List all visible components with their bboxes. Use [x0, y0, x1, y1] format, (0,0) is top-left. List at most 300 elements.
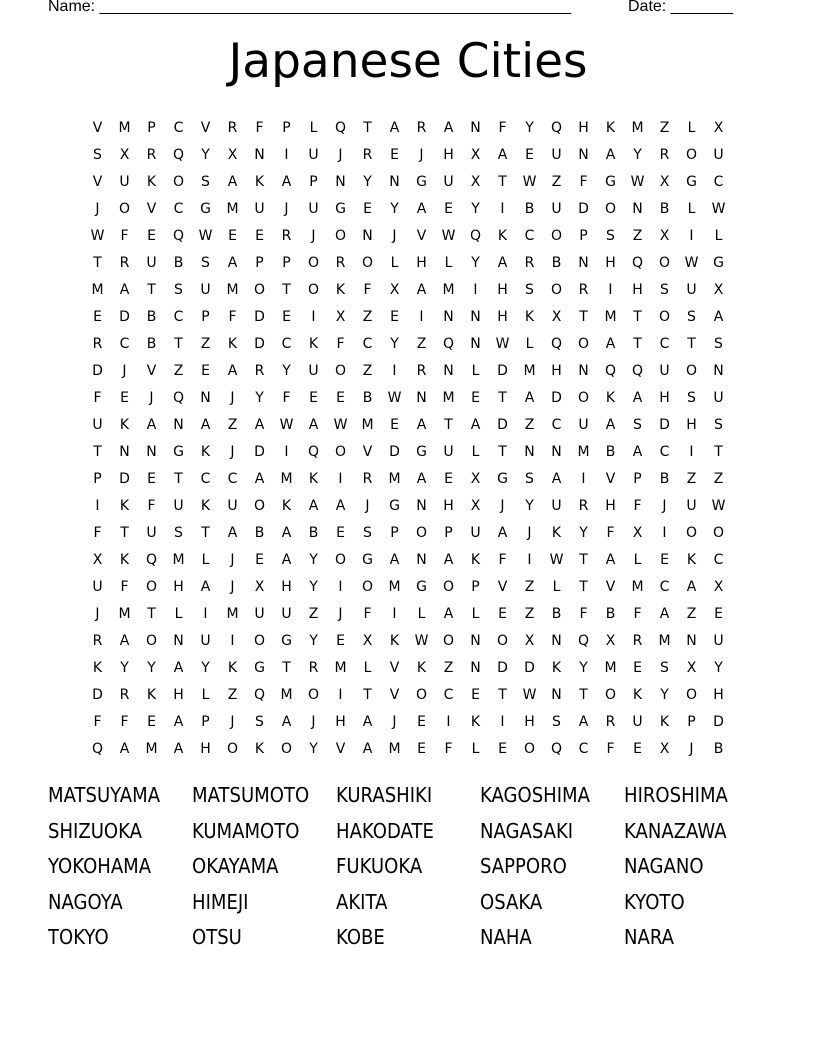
grid-letter[interactable]: R [119, 686, 130, 703]
grid-letter[interactable]: Y [309, 632, 318, 649]
grid-letter[interactable]: J [95, 605, 100, 622]
grid-letter[interactable]: A [254, 470, 265, 487]
grid-letter[interactable]: Q [334, 119, 347, 136]
grid-letter[interactable]: E [309, 389, 318, 406]
grid-letter[interactable]: Z [227, 416, 238, 433]
grid-letter[interactable]: U [551, 497, 562, 514]
grid-letter[interactable]: N [119, 443, 130, 460]
grid-letter[interactable]: T [201, 524, 210, 541]
grid-letter[interactable]: H [200, 740, 211, 757]
grid-letter[interactable]: C [659, 578, 670, 595]
grid-letter[interactable]: K [119, 497, 130, 514]
grid-letter[interactable]: O [685, 524, 698, 541]
grid-letter[interactable]: W [549, 551, 564, 568]
grid-letter[interactable]: C [173, 200, 184, 217]
grid-letter[interactable]: G [686, 173, 697, 190]
grid-letter[interactable]: N [470, 308, 481, 325]
grid-letter[interactable]: P [201, 713, 210, 730]
grid-letter[interactable]: J [311, 227, 316, 244]
grid-letter[interactable]: N [173, 632, 184, 649]
grid-letter[interactable]: E [633, 740, 642, 757]
grid-letter[interactable]: U [578, 416, 589, 433]
grid-letter[interactable]: N [713, 362, 724, 379]
grid-letter[interactable]: S [633, 416, 642, 433]
grid-letter[interactable]: J [284, 200, 289, 217]
grid-letter[interactable]: Y [147, 659, 156, 676]
grid-letter[interactable]: O [253, 497, 266, 514]
grid-letter[interactable]: V [416, 227, 427, 244]
grid-letter[interactable]: Y [579, 524, 588, 541]
grid-letter[interactable]: O [685, 686, 698, 703]
grid-letter[interactable]: Y [390, 200, 399, 217]
grid-letter[interactable]: Y [201, 659, 210, 676]
grid-letter[interactable]: K [659, 713, 670, 730]
grid-letter[interactable]: P [147, 119, 156, 136]
grid-letter[interactable]: A [119, 740, 130, 757]
grid-letter[interactable]: A [389, 551, 400, 568]
grid-letter[interactable]: J [230, 443, 235, 460]
grid-letter[interactable]: L [390, 254, 399, 271]
grid-letter[interactable]: Z [659, 119, 670, 136]
grid-letter[interactable]: J [230, 578, 235, 595]
grid-letter[interactable]: X [362, 632, 373, 649]
grid-letter[interactable]: E [633, 659, 642, 676]
grid-letter[interactable]: S [714, 335, 723, 352]
grid-letter[interactable]: R [227, 119, 238, 136]
grid-letter[interactable]: F [498, 119, 507, 136]
grid-letter[interactable]: S [525, 281, 534, 298]
grid-letter[interactable]: A [551, 470, 562, 487]
grid-letter[interactable]: X [119, 146, 130, 163]
grid-letter[interactable]: V [92, 119, 103, 136]
grid-letter[interactable]: G [497, 470, 508, 487]
grid-letter[interactable]: Y [309, 551, 318, 568]
grid-letter[interactable]: X [713, 578, 724, 595]
grid-letter[interactable]: B [146, 308, 157, 325]
grid-letter[interactable]: F [633, 497, 642, 514]
grid-letter[interactable]: E [417, 740, 426, 757]
grid-letter[interactable]: O [658, 254, 671, 271]
grid-letter[interactable]: A [308, 497, 319, 514]
grid-letter[interactable]: J [500, 497, 505, 514]
grid-letter[interactable]: D [497, 416, 508, 433]
grid-letter[interactable]: O [226, 740, 239, 757]
grid-letter[interactable]: G [389, 497, 400, 514]
grid-letter[interactable]: O [307, 254, 320, 271]
grid-letter[interactable]: Z [632, 227, 643, 244]
grid-letter[interactable]: Z [227, 686, 238, 703]
grid-letter[interactable]: A [119, 632, 130, 649]
grid-letter[interactable]: S [660, 659, 669, 676]
grid-letter[interactable]: U [686, 497, 697, 514]
grid-letter[interactable]: H [632, 281, 643, 298]
grid-letter[interactable]: I [284, 443, 289, 460]
grid-letter[interactable]: Z [443, 659, 454, 676]
grid-letter[interactable]: O [172, 173, 185, 190]
grid-letter[interactable]: N [578, 254, 589, 271]
grid-letter[interactable]: M [226, 200, 239, 217]
grid-letter[interactable]: U [713, 146, 724, 163]
grid-letter[interactable]: O [442, 578, 455, 595]
grid-letter[interactable]: A [416, 281, 427, 298]
grid-letter[interactable]: R [119, 254, 130, 271]
grid-letter[interactable]: Q [307, 443, 320, 460]
grid-letter[interactable]: E [120, 389, 129, 406]
grid-letter[interactable]: V [200, 119, 211, 136]
grid-letter[interactable]: R [632, 632, 643, 649]
grid-letter[interactable]: N [254, 146, 265, 163]
grid-letter[interactable]: U [200, 632, 211, 649]
grid-letter[interactable]: P [282, 254, 291, 271]
grid-letter[interactable]: O [334, 227, 347, 244]
grid-letter[interactable]: N [200, 389, 211, 406]
grid-letter[interactable]: A [497, 254, 508, 271]
grid-letter[interactable]: O [550, 227, 563, 244]
grid-letter[interactable]: U [632, 713, 643, 730]
grid-letter[interactable]: U [686, 281, 697, 298]
grid-letter[interactable]: Y [201, 146, 210, 163]
grid-letter[interactable]: O [145, 578, 158, 595]
grid-letter[interactable]: F [93, 713, 102, 730]
grid-letter[interactable]: B [551, 254, 562, 271]
grid-letter[interactable]: U [443, 173, 454, 190]
grid-letter[interactable]: V [335, 740, 346, 757]
grid-letter[interactable]: Z [362, 308, 373, 325]
grid-letter[interactable]: Z [524, 578, 535, 595]
grid-letter[interactable]: N [362, 227, 373, 244]
grid-letter[interactable]: A [281, 173, 292, 190]
grid-letter[interactable]: S [714, 416, 723, 433]
grid-letter[interactable]: N [416, 497, 427, 514]
grid-letter[interactable]: Y [390, 335, 399, 352]
grid-letter[interactable]: R [281, 227, 292, 244]
grid-letter[interactable]: Q [550, 119, 563, 136]
grid-letter[interactable]: O [334, 362, 347, 379]
grid-letter[interactable]: K [686, 551, 697, 568]
grid-letter[interactable]: E [498, 605, 507, 622]
grid-letter[interactable]: A [497, 524, 508, 541]
grid-letter[interactable]: M [523, 362, 536, 379]
grid-letter[interactable]: X [92, 551, 103, 568]
grid-letter[interactable]: J [338, 605, 343, 622]
grid-letter[interactable]: F [228, 308, 237, 325]
grid-letter[interactable]: V [92, 173, 103, 190]
grid-letter[interactable]: S [552, 713, 561, 730]
grid-letter[interactable]: G [335, 200, 346, 217]
grid-letter[interactable]: K [497, 227, 508, 244]
grid-letter[interactable]: W [279, 416, 294, 433]
grid-letter[interactable]: X [686, 659, 697, 676]
grid-letter[interactable]: H [497, 281, 508, 298]
grid-letter[interactable]: H [713, 686, 724, 703]
grid-letter[interactable]: N [470, 659, 481, 676]
grid-letter[interactable]: M [226, 605, 239, 622]
grid-letter[interactable]: P [255, 254, 264, 271]
grid-letter[interactable]: D [524, 659, 535, 676]
grid-letter[interactable]: C [281, 335, 292, 352]
grid-letter[interactable]: C [551, 416, 562, 433]
grid-letter[interactable]: S [201, 254, 210, 271]
grid-letter[interactable]: A [173, 713, 184, 730]
grid-letter[interactable]: H [497, 308, 508, 325]
grid-letter[interactable]: N [443, 362, 454, 379]
grid-letter[interactable]: C [362, 335, 373, 352]
grid-letter[interactable]: Y [525, 497, 534, 514]
grid-letter[interactable]: N [578, 362, 589, 379]
grid-letter[interactable]: R [92, 335, 103, 352]
grid-letter[interactable]: L [633, 551, 642, 568]
grid-letter[interactable]: D [551, 389, 562, 406]
grid-letter[interactable]: O [361, 578, 374, 595]
grid-letter[interactable]: A [524, 389, 535, 406]
grid-letter[interactable]: I [284, 146, 289, 163]
grid-letter[interactable]: K [470, 713, 481, 730]
grid-letter[interactable]: K [605, 119, 616, 136]
grid-letter[interactable]: E [147, 227, 156, 244]
grid-letter[interactable]: A [605, 146, 616, 163]
grid-letter[interactable]: G [254, 659, 265, 676]
grid-letter[interactable]: I [311, 308, 316, 325]
grid-letter[interactable]: U [254, 200, 265, 217]
grid-letter[interactable]: O [307, 686, 320, 703]
grid-letter[interactable]: E [444, 200, 453, 217]
grid-letter[interactable]: I [419, 308, 424, 325]
grid-letter[interactable]: N [632, 200, 643, 217]
grid-letter[interactable]: A [119, 281, 130, 298]
grid-letter[interactable]: L [714, 227, 723, 244]
grid-letter[interactable]: V [146, 200, 157, 217]
grid-letter[interactable]: U [227, 497, 238, 514]
grid-letter[interactable]: B [254, 524, 265, 541]
grid-letter[interactable]: R [335, 254, 346, 271]
grid-letter[interactable]: I [230, 632, 235, 649]
grid-letter[interactable]: A [227, 362, 238, 379]
grid-letter[interactable]: U [308, 200, 319, 217]
grid-letter[interactable]: R [578, 497, 589, 514]
grid-letter[interactable]: A [389, 119, 400, 136]
grid-letter[interactable]: V [389, 659, 400, 676]
grid-letter[interactable]: R [92, 632, 103, 649]
grid-letter[interactable]: T [93, 254, 102, 271]
grid-letter[interactable]: J [230, 551, 235, 568]
grid-letter[interactable]: X [470, 146, 481, 163]
grid-letter[interactable]: S [687, 389, 696, 406]
grid-letter[interactable]: E [255, 227, 264, 244]
grid-letter[interactable]: U [470, 524, 481, 541]
grid-letter[interactable]: K [632, 686, 643, 703]
grid-letter[interactable]: Q [145, 551, 158, 568]
grid-letter[interactable]: T [714, 443, 723, 460]
grid-letter[interactable]: F [147, 497, 156, 514]
grid-letter[interactable]: B [524, 200, 535, 217]
grid-letter[interactable]: A [497, 146, 508, 163]
grid-letter[interactable]: X [605, 632, 616, 649]
grid-letter[interactable]: F [444, 740, 453, 757]
grid-letter[interactable]: M [631, 578, 644, 595]
grid-letter[interactable]: Z [686, 605, 697, 622]
grid-letter[interactable]: U [146, 254, 157, 271]
grid-letter[interactable]: O [253, 281, 266, 298]
grid-letter[interactable]: Y [633, 146, 642, 163]
grid-letter[interactable]: X [389, 281, 400, 298]
grid-letter[interactable]: T [93, 443, 102, 460]
grid-letter[interactable]: O [550, 281, 563, 298]
grid-letter[interactable]: E [336, 389, 345, 406]
grid-letter[interactable]: J [230, 389, 235, 406]
grid-letter[interactable]: Z [551, 173, 562, 190]
grid-letter[interactable]: F [120, 578, 129, 595]
grid-letter[interactable]: F [579, 605, 588, 622]
grid-letter[interactable]: G [200, 200, 211, 217]
grid-letter[interactable]: U [119, 173, 130, 190]
grid-letter[interactable]: L [471, 605, 480, 622]
grid-letter[interactable]: T [687, 335, 696, 352]
grid-letter[interactable]: S [174, 524, 183, 541]
grid-letter[interactable]: M [145, 740, 158, 757]
grid-letter[interactable]: U [92, 416, 103, 433]
grid-letter[interactable]: J [662, 497, 667, 514]
grid-letter[interactable]: T [363, 119, 372, 136]
grid-letter[interactable]: A [173, 740, 184, 757]
grid-letter[interactable]: K [605, 389, 616, 406]
grid-letter[interactable]: X [524, 632, 535, 649]
grid-letter[interactable]: Y [525, 119, 534, 136]
grid-letter[interactable]: A [227, 173, 238, 190]
grid-letter[interactable]: Q [442, 335, 455, 352]
grid-letter[interactable]: C [578, 740, 589, 757]
grid-letter[interactable]: Y [282, 362, 291, 379]
grid-letter[interactable]: R [578, 281, 589, 298]
grid-letter[interactable]: X [632, 524, 643, 541]
grid-letter[interactable]: M [118, 119, 131, 136]
grid-letter[interactable]: P [309, 173, 318, 190]
grid-letter[interactable]: G [713, 254, 724, 271]
grid-letter[interactable]: B [605, 605, 616, 622]
grid-letter[interactable]: I [338, 470, 343, 487]
grid-letter[interactable]: K [335, 281, 346, 298]
grid-letter[interactable]: L [552, 578, 561, 595]
grid-letter[interactable]: Y [309, 578, 318, 595]
grid-letter[interactable]: I [527, 551, 532, 568]
grid-letter[interactable]: N [416, 551, 427, 568]
grid-letter[interactable]: E [390, 308, 399, 325]
grid-letter[interactable]: J [230, 713, 235, 730]
grid-letter[interactable]: M [604, 659, 617, 676]
grid-letter[interactable]: T [633, 335, 642, 352]
grid-letter[interactable]: O [253, 632, 266, 649]
grid-letter[interactable]: J [392, 713, 397, 730]
grid-letter[interactable]: O [334, 443, 347, 460]
grid-letter[interactable]: O [604, 200, 617, 217]
grid-letter[interactable]: T [579, 578, 588, 595]
grid-letter[interactable]: K [308, 335, 319, 352]
grid-letter[interactable]: B [146, 335, 157, 352]
grid-letter[interactable]: N [524, 443, 535, 460]
grid-letter[interactable]: M [172, 551, 185, 568]
date-field[interactable]: Date: _______ [628, 0, 733, 15]
grid-letter[interactable]: E [390, 416, 399, 433]
grid-letter[interactable]: P [687, 713, 696, 730]
grid-letter[interactable]: I [392, 605, 397, 622]
grid-letter[interactable]: M [361, 416, 374, 433]
grid-letter[interactable]: I [95, 497, 100, 514]
grid-letter[interactable]: K [389, 632, 400, 649]
grid-letter[interactable]: E [444, 470, 453, 487]
grid-letter[interactable]: X [470, 173, 481, 190]
grid-letter[interactable]: N [389, 173, 400, 190]
grid-letter[interactable]: Z [308, 605, 319, 622]
grid-letter[interactable]: A [605, 416, 616, 433]
grid-letter[interactable]: M [442, 281, 455, 298]
grid-letter[interactable]: E [390, 146, 399, 163]
grid-letter[interactable]: A [443, 119, 454, 136]
grid-letter[interactable]: T [498, 173, 507, 190]
grid-letter[interactable]: B [659, 470, 670, 487]
grid-letter[interactable]: D [119, 308, 130, 325]
grid-letter[interactable]: N [470, 119, 481, 136]
grid-letter[interactable]: S [660, 281, 669, 298]
grid-letter[interactable]: E [147, 713, 156, 730]
grid-letter[interactable]: S [255, 713, 264, 730]
grid-letter[interactable]: Q [550, 335, 563, 352]
grid-letter[interactable]: X [551, 308, 562, 325]
grid-letter[interactable]: M [388, 578, 401, 595]
grid-letter[interactable]: N [551, 686, 562, 703]
grid-letter[interactable]: C [119, 335, 130, 352]
grid-letter[interactable]: K [119, 416, 130, 433]
grid-letter[interactable]: A [443, 551, 454, 568]
grid-letter[interactable]: A [416, 470, 427, 487]
grid-letter[interactable]: G [416, 578, 427, 595]
grid-letter[interactable]: K [146, 173, 157, 190]
grid-letter[interactable]: A [416, 200, 427, 217]
grid-letter[interactable]: R [416, 119, 427, 136]
grid-letter[interactable]: O [307, 281, 320, 298]
grid-letter[interactable]: O [523, 740, 536, 757]
grid-letter[interactable]: O [712, 524, 725, 541]
grid-letter[interactable]: V [146, 362, 157, 379]
grid-letter[interactable]: J [392, 227, 397, 244]
grid-letter[interactable]: H [686, 416, 697, 433]
grid-letter[interactable]: K [227, 659, 238, 676]
grid-letter[interactable]: K [146, 686, 157, 703]
grid-letter[interactable]: I [662, 524, 667, 541]
grid-letter[interactable]: K [92, 659, 103, 676]
grid-letter[interactable]: O [442, 632, 455, 649]
grid-letter[interactable]: H [578, 119, 589, 136]
grid-letter[interactable]: Q [631, 254, 644, 271]
grid-letter[interactable]: F [93, 389, 102, 406]
grid-letter[interactable]: Q [253, 686, 266, 703]
grid-letter[interactable]: B [362, 389, 373, 406]
grid-letter[interactable]: G [281, 632, 292, 649]
grid-letter[interactable]: Y [471, 254, 480, 271]
grid-letter[interactable]: S [525, 470, 534, 487]
grid-letter[interactable]: L [471, 443, 480, 460]
grid-letter[interactable]: I [203, 605, 208, 622]
grid-letter[interactable]: N [416, 389, 427, 406]
grid-letter[interactable]: I [473, 281, 478, 298]
grid-letter[interactable]: G [605, 173, 616, 190]
grid-letter[interactable]: T [579, 551, 588, 568]
grid-letter[interactable]: K [227, 335, 238, 352]
grid-letter[interactable]: D [92, 686, 103, 703]
grid-letter[interactable]: R [308, 659, 319, 676]
grid-letter[interactable]: A [686, 578, 697, 595]
grid-letter[interactable]: N [686, 632, 697, 649]
grid-letter[interactable]: E [147, 470, 156, 487]
grid-letter[interactable]: C [659, 335, 670, 352]
